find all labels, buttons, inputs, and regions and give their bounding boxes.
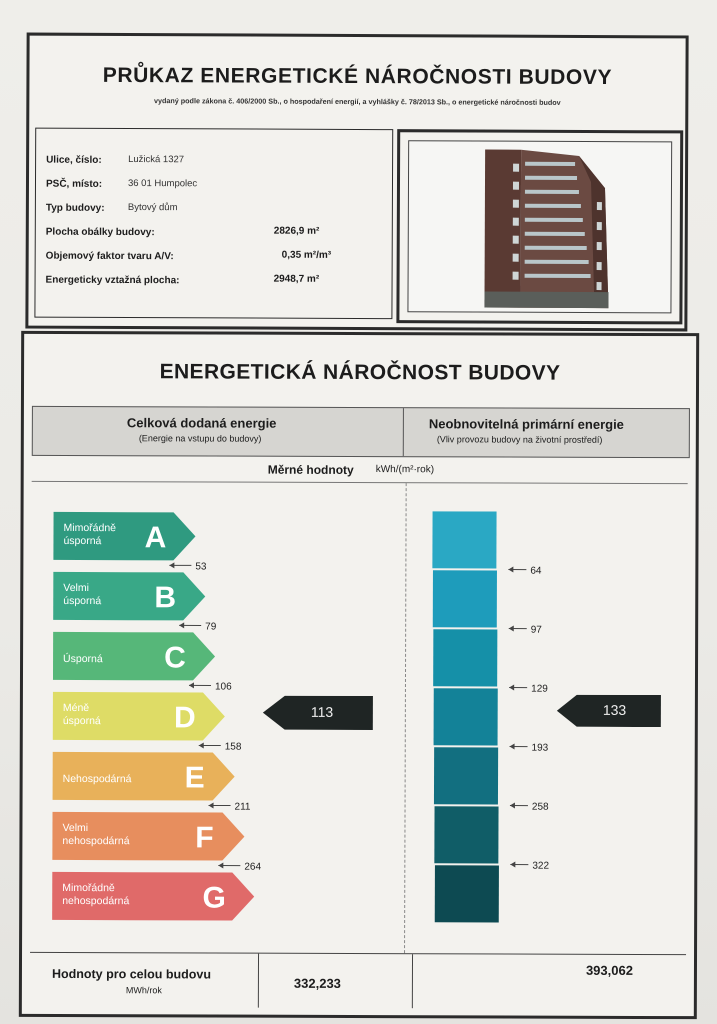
delivered-energy-total: 332,233 bbox=[293, 975, 341, 991]
primary-energy-segment bbox=[435, 865, 499, 922]
energy-class-name: Nehospodárná bbox=[62, 772, 132, 786]
shape-factor-label: Objemový faktor tvaru A/V: bbox=[45, 250, 174, 263]
envelope-area-label: Plocha obálky budovy: bbox=[45, 226, 155, 239]
specific-values-label: Měrné hodnoty bbox=[267, 462, 354, 477]
primary-limit-value: 97 bbox=[530, 624, 542, 636]
primary-energy-heading: Neobnovitelná primární energie bbox=[428, 416, 624, 432]
primary-limit-pointer-head bbox=[510, 803, 515, 809]
energy-class-a bbox=[53, 512, 207, 573]
street-value: Lužická 1327 bbox=[128, 154, 185, 166]
energy-class-name: úsporná bbox=[63, 534, 102, 548]
primary-limit-value: 64 bbox=[530, 565, 542, 577]
energy-class-letter: E bbox=[184, 761, 205, 795]
unit-row bbox=[32, 455, 688, 484]
rating-title: ENERGETICKÁ NÁROČNOST BUDOVY bbox=[159, 360, 561, 385]
class-limit-pointer-head bbox=[209, 802, 214, 808]
energy-class-name: úsporná bbox=[63, 594, 102, 608]
class-limit-value: 158 bbox=[224, 741, 242, 753]
primary-energy-segment bbox=[434, 688, 498, 745]
class-limit-value: 79 bbox=[205, 621, 217, 633]
energy-type-header bbox=[32, 406, 690, 458]
energy-class-name: nehospodárná bbox=[62, 834, 130, 848]
energy-class-letter: C bbox=[164, 641, 186, 675]
envelope-area-value: 2826,9 m² bbox=[273, 225, 320, 237]
primary-limit-pointer-head bbox=[508, 567, 513, 573]
delivered-energy-value: 113 bbox=[310, 703, 334, 720]
header-box bbox=[25, 33, 688, 332]
class-limit-pointer-head bbox=[179, 622, 184, 628]
energy-class-name: Mimořádně bbox=[63, 521, 117, 535]
column-divider bbox=[404, 483, 407, 953]
class-limit-pointer-head bbox=[218, 863, 223, 869]
energy-class-name: Velmi bbox=[62, 821, 89, 835]
primary-limit-pointer-head bbox=[510, 744, 515, 750]
energy-class-c bbox=[53, 632, 232, 693]
delivered-energy-heading: Celková dodaná energie bbox=[126, 415, 277, 431]
energy-class-letter: A bbox=[144, 521, 167, 555]
energy-class-b bbox=[53, 572, 217, 633]
primary-limit-pointer-head bbox=[510, 862, 515, 868]
photo-area bbox=[407, 140, 672, 313]
class-limit-value: 264 bbox=[244, 861, 262, 873]
reference-area-label: Energeticky vztažná plocha: bbox=[45, 274, 180, 287]
energy-class-letter: B bbox=[154, 581, 177, 615]
primary-energy-total: 393,062 bbox=[585, 962, 633, 978]
rating-box bbox=[19, 331, 699, 1019]
primary-limit-value: 322 bbox=[532, 860, 550, 872]
primary-limit-value: 258 bbox=[531, 801, 549, 813]
psc-value: 36 01 Humpolec bbox=[127, 178, 198, 190]
primary-energy-segment bbox=[433, 629, 497, 686]
energy-class-name: Méně bbox=[62, 701, 90, 715]
primary-limit-value: 193 bbox=[531, 742, 549, 754]
energy-class-name: nehospodárná bbox=[62, 894, 130, 908]
primary-limit-pointer-head bbox=[509, 685, 514, 691]
energy-class-f bbox=[52, 812, 261, 873]
reference-area-value: 2948,7 m² bbox=[273, 273, 320, 285]
building-type-label: Typ budovy: bbox=[45, 202, 105, 214]
unit-label: kWh/(m²·rok) bbox=[375, 464, 435, 476]
energy-class-name: úsporná bbox=[62, 714, 101, 728]
energy-class-letter: G bbox=[202, 881, 226, 915]
totals-unit: MWh/rok bbox=[125, 985, 162, 996]
energy-class-e bbox=[53, 752, 252, 813]
primary-limit-pointer-head bbox=[509, 626, 514, 632]
energy-class-name: Velmi bbox=[63, 581, 90, 595]
totals-label: Hodnoty pro celou budovu bbox=[51, 966, 211, 982]
class-limit-pointer-head bbox=[169, 562, 174, 568]
primary-energy-segment bbox=[434, 806, 498, 863]
primary-energy-segment bbox=[433, 570, 497, 627]
primary-energy-value: 133 bbox=[602, 701, 627, 718]
primary-energy-subheading: (Vliv provozu budovy na životní prostředí) bbox=[436, 434, 603, 445]
energy-class-name: Mimořádně bbox=[62, 881, 115, 895]
psc-label: PSČ, místo: bbox=[45, 178, 103, 190]
energy-class-d bbox=[53, 692, 242, 753]
energy-class-letter: F bbox=[195, 821, 214, 855]
totals-row bbox=[30, 952, 686, 1009]
primary-energy-segment bbox=[434, 747, 498, 804]
building-photo bbox=[408, 141, 671, 312]
delivered-energy-subheading: (Energie na vstupu do budovy) bbox=[138, 433, 262, 444]
primary-energy-segment bbox=[432, 511, 496, 568]
class-limit-value: 106 bbox=[214, 681, 232, 693]
street-label: Ulice, číslo: bbox=[46, 154, 102, 166]
page-title: PRŮKAZ ENERGETICKÉ NÁROČNOSTI BUDOVY bbox=[102, 63, 613, 90]
building-info-panel bbox=[34, 128, 393, 320]
page-subtitle: vydaný podle zákona č. 406/2000 Sb., o hospodaření energií, a vyhlášky č. 78/2013 Sb., o energetické náročnosti budov bbox=[154, 96, 561, 107]
class-limit-value: 53 bbox=[195, 561, 207, 573]
energy-class-name: Úsporná bbox=[63, 652, 103, 666]
building-type-value: Bytový dům bbox=[127, 202, 178, 214]
energy-class-g bbox=[52, 872, 254, 921]
class-limit-value: 211 bbox=[234, 801, 251, 813]
building-photo-frame bbox=[396, 129, 683, 324]
class-limit-pointer-head bbox=[189, 682, 194, 688]
primary-limit-value: 129 bbox=[531, 683, 548, 695]
class-limit-pointer-head bbox=[199, 742, 204, 748]
energy-class-letter: D bbox=[173, 701, 196, 735]
shape-factor-value: 0,35 m²/m³ bbox=[281, 249, 332, 261]
